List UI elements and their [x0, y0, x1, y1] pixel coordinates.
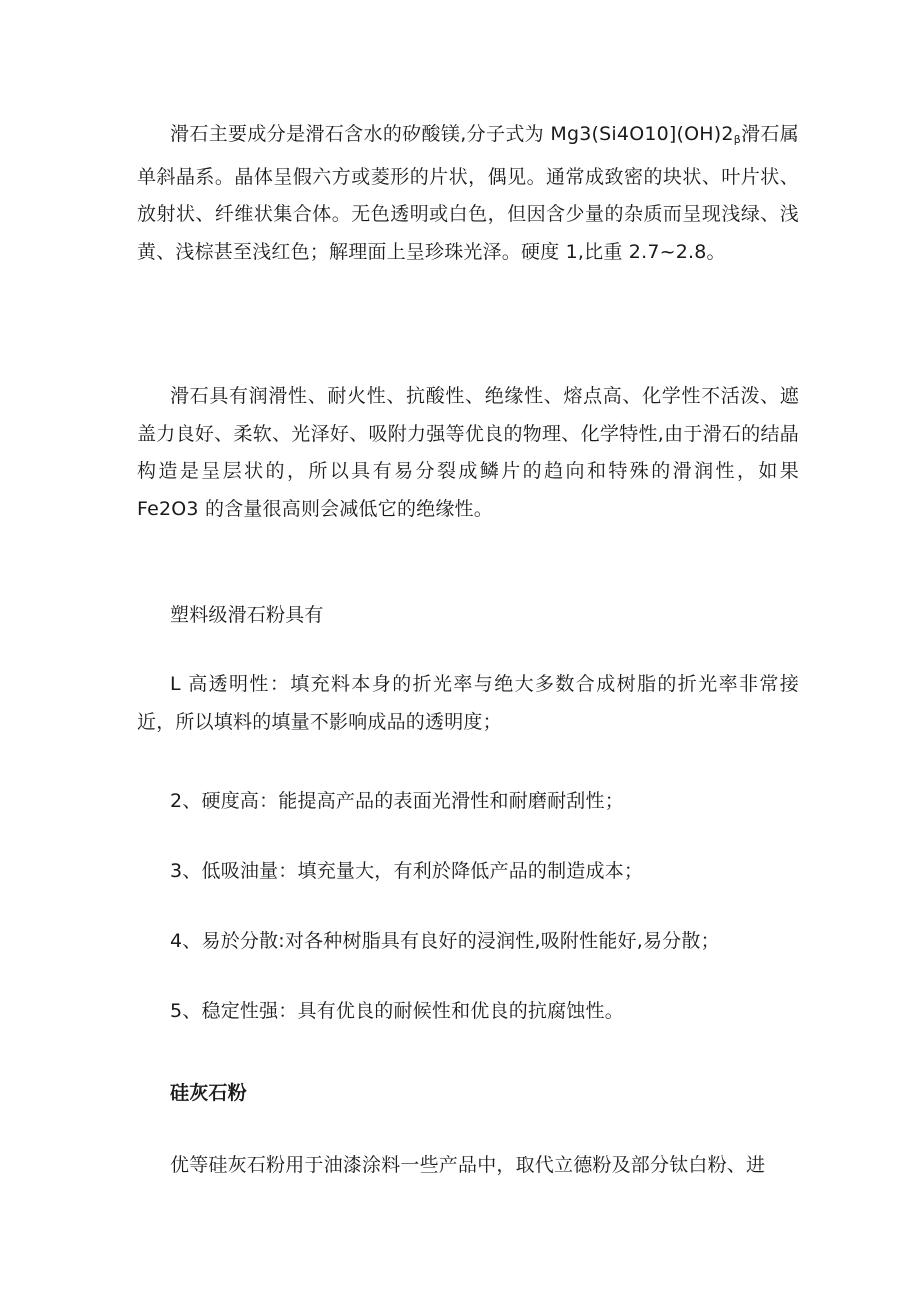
- formula-text: 滑石主要成分是滑石含水的矽酸镁,分子式为 Mg3(Si4O10](OH)2: [170, 123, 734, 145]
- composition-text: 滑石属单斜晶系。晶体呈假六方或菱形的片状，偶见。通常成致密的块状、叶片状、放射状、纤维状集合体。无色透明或白色，但因含少量的杂质而呈现浅绿、浅黄、浅棕甚至浅红色；解理面上呈珍珠光泽。硬度 1,比重 2.7~2.8。: [137, 123, 799, 263]
- list-item-high-transparency: L 高透明性：填充料本身的折光率与绝大多数合成树脂的折光率非常接近，所以填料的填量不影响成品的透明度；: [137, 673, 799, 733]
- list-item-high-hardness: 2、硬度高：能提高产品的表面光滑性和耐磨耐刮性；: [170, 790, 624, 812]
- paragraph-talc-composition: [137, 116, 799, 271]
- paragraph-talc-properties: 滑石具有润滑性、耐火性、抗酸性、绝缘性、熔点高、化学性不活泼、遮盖力良好、柔软、光泽好、吸附力强等优良的物理、化学特性,由于滑石的结晶构造是呈层状的，所以具有易分裂成鳞片的趋向和特殊的滑润性，如果 Fe2O3 的含量很高则会减低它的绝缘性。: [137, 385, 799, 520]
- list-item-low-oil-absorption: 3、低吸油量：填充量大，有利於降低产品的制造成本；: [170, 860, 644, 882]
- list-item-strong-stability: 5、稳定性强：具有优良的耐候性和优良的抗腐蚀性。: [170, 1000, 624, 1022]
- paragraph-plastic-grade-intro: 塑料级滑石粉具有: [170, 604, 324, 626]
- paragraph-wollastonite: 优等硅灰石粉用于油漆涂料一些产品中，取代立德粉及部分钛白粉、进: [170, 1154, 766, 1176]
- formula-subscript: β: [733, 133, 741, 146]
- list-item-easy-dispersion: 4、易於分散:对各种树脂具有良好的浸润性,吸附性能好,易分散；: [170, 930, 720, 952]
- section-heading-wollastonite: 硅灰石粉: [170, 1082, 247, 1104]
